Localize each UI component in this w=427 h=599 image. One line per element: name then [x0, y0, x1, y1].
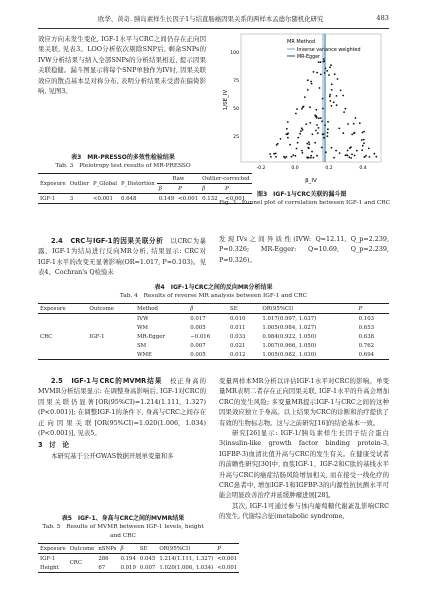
- funnel-point: [309, 122, 311, 124]
- funnel-point: [312, 133, 314, 135]
- table-cell: IVW: [136, 315, 149, 322]
- funnel-point: [310, 81, 312, 83]
- table-cell: 286: [98, 555, 109, 562]
- funnel-point: [307, 79, 309, 81]
- table-header: Exposure: [38, 304, 87, 314]
- funnel-point: [287, 121, 289, 123]
- paragraph: 研究[26]显示: IGF-1/胰岛素样生长因子结合蛋白3(insulin-like growth factor binding protein-3, IGFBP-3)血清比值升高与CRC的发生有关。在健康受试者的前瞻性研究[30]中, 血浆IGF-1、IGF-2和C肽的基线水平升高与CRC的癌症结肠风险增加相关, 而在接受一线化疗的CRC患者中, 增加IGF-1和IGFBP-3的内源性抗抗测水平可能会明显改善治疗并延缓肿瘤进展[28]。: [219, 429, 389, 500]
- table-header: Method: [135, 304, 188, 314]
- x-tick-label: 0.4: [359, 166, 367, 171]
- table-cell: −0.016: [190, 333, 211, 340]
- funnel-point: [316, 155, 318, 157]
- header-rule: [38, 28, 389, 29]
- section-heading: 3 讨 论: [38, 441, 69, 450]
- funnel-point: [309, 106, 311, 108]
- table-cell: WME: [136, 351, 152, 358]
- table-cell: MR-Egger: [136, 333, 165, 340]
- funnel-point: [310, 157, 312, 159]
- funnel-point: [330, 64, 332, 66]
- funnel-point: [331, 147, 333, 149]
- left-column-mid: [38, 236, 206, 278]
- table-cell: 0.103: [358, 315, 375, 322]
- table-cell: 0.984(0.922, 1.050): [262, 333, 317, 340]
- paragraph: 变量两样本MR分析以评估IGF-1水平对CRC的影响。单变量MR表明二者存在正向因果关联, IGF-1水平的升高会增加CRC的发生风险; 多变量MR提示IGF-1与CRC之间的这种因果效应独立于身高。以上结果为CRC的诊断和治疗提供了有效的生物标志物。这与之前研究[16]的结论基本一致。: [219, 377, 389, 427]
- funnel-point: [327, 135, 329, 137]
- funnel-point: [333, 101, 335, 103]
- table-header: P: [176, 184, 200, 194]
- funnel-point: [302, 152, 304, 154]
- funnel-point: [296, 148, 298, 150]
- funnel-point: [293, 154, 295, 156]
- funnel-point: [350, 157, 352, 159]
- table-cell: 1.214(1.111, 1.327): [159, 555, 214, 562]
- funnel-point: [361, 139, 363, 141]
- legend-item: Inverse variance weighted: [297, 48, 361, 53]
- table-cell: <0.001: [217, 564, 238, 571]
- page-number: 483: [376, 14, 389, 22]
- y-tick-label: 75: [233, 79, 239, 84]
- funnel-point: [307, 147, 309, 149]
- table-cell: SM: [136, 342, 147, 349]
- funnel-point: [340, 90, 342, 92]
- funnel-point: [325, 68, 327, 70]
- table-cell: <0.001: [217, 555, 238, 562]
- table-cell: 0.033: [230, 333, 246, 340]
- section-heading: 2.5 IGF-1与CRC的MVMR结果: [51, 377, 163, 385]
- funnel-point: [333, 157, 335, 159]
- funnel-point: [346, 154, 348, 156]
- funnel-point: [320, 117, 322, 119]
- funnel-point: [320, 61, 322, 63]
- table-header: β: [157, 184, 176, 194]
- table-cell: 0.021: [230, 342, 246, 349]
- funnel-point: [349, 147, 351, 149]
- y-tick-label: 25: [233, 135, 239, 140]
- funnel-point: [355, 117, 357, 119]
- table-cell: CRC: [40, 333, 53, 340]
- table-header: OR(95%CI): [157, 544, 215, 554]
- funnel-point: [345, 154, 347, 156]
- paragraph: 发现IVs之间异质性(IVW: Q=12.11, Q_p=2.239, P=0.326; MR-Egger: Q=10.69, Q_p=2.239, P=0.326)。: [219, 235, 389, 264]
- funnel-point: [319, 87, 321, 89]
- table-cell: 1.005(0.984, 1.027): [262, 324, 317, 331]
- funnel-point: [301, 150, 303, 152]
- funnel-point: [313, 157, 315, 159]
- funnel-point: [323, 58, 325, 60]
- funnel-point: [365, 155, 367, 157]
- funnel-point: [342, 95, 344, 97]
- table-header: SE: [228, 304, 260, 314]
- table-cell: 3: [69, 195, 74, 202]
- funnel-point: [335, 150, 337, 152]
- table-cell: 1.017(0.997, 1.037): [262, 315, 317, 322]
- table-cell: 0.007: [190, 342, 206, 349]
- funnel-point: [363, 142, 365, 144]
- x-tick-label: 0.0: [291, 166, 299, 171]
- funnel-point: [295, 113, 297, 115]
- table-cell: 0.007: [139, 564, 156, 571]
- funnel-point: [329, 94, 331, 96]
- table-3-caption-cn: 表3 MR-PRESSO的多效性检验结果: [71, 154, 175, 161]
- funnel-point: [291, 156, 293, 158]
- table-header: Exposure: [38, 174, 68, 194]
- table-cell: 0.019: [120, 564, 136, 571]
- funnel-point: [295, 155, 297, 157]
- funnel-point: [286, 128, 288, 130]
- table-cell: <0.001: [92, 195, 113, 202]
- figure-caption-en: Fig. 3 Funnel plot of correlation between IGF-1 and CRC: [219, 200, 391, 206]
- funnel-point: [269, 153, 271, 155]
- table-group-header: Outlier-corrected: [202, 175, 250, 182]
- funnel-point: [363, 139, 365, 141]
- table-cell: WM: [136, 324, 149, 331]
- table-cell: IGF-1: [40, 195, 56, 202]
- funnel-point: [354, 155, 356, 157]
- funnel-point: [328, 74, 330, 76]
- funnel-point: [275, 156, 277, 158]
- figure-caption-cn: 图3 IGF-1与CRC关联的漏斗图: [257, 191, 347, 198]
- funnel-point: [289, 144, 291, 146]
- table-header: β: [188, 304, 228, 314]
- figure-3: [219, 30, 389, 190]
- x-axis-label: β_IV: [305, 178, 317, 184]
- table-header-row: [38, 304, 389, 314]
- running-title: 欧华、黄奇. 胰岛素样生长因子1与结直肠癌因果关系的两样本孟德尔随机化研究: [98, 15, 324, 23]
- funnel-point: [317, 132, 319, 134]
- funnel-point: [375, 156, 377, 158]
- funnel-point: [353, 123, 355, 125]
- table-header: P_Global: [91, 174, 119, 194]
- funnel-point: [337, 78, 339, 80]
- funnel-point: [318, 117, 320, 119]
- table-cell: 0.648: [120, 195, 137, 202]
- funnel-point: [361, 149, 363, 151]
- funnel-point: [325, 151, 327, 153]
- funnel-point: [304, 96, 306, 98]
- legend-title: MR Method: [287, 39, 316, 45]
- table-header: β: [118, 544, 137, 554]
- funnel-point: [336, 104, 338, 106]
- funnel-point: [321, 120, 323, 122]
- funnel-point: [305, 123, 307, 125]
- funnel-point: [362, 145, 364, 147]
- funnel-point: [313, 71, 315, 73]
- funnel-point: [296, 108, 298, 110]
- table-row: [38, 314, 389, 324]
- table-3-block: [38, 153, 250, 204]
- y-tick-label: 100: [230, 51, 239, 56]
- paragraph: 校正身高的MVMR分析结果显示: 在调整身高影响后, IGF-1对CRC的因果关联仍显著[OR(95%CI)=1.214(1.111, 1.327)(P<0.001)]; 在调整IGF-1的条件下, 身高与CRC之间存在正向因果关联[OR(95%CI)=1.020(1.006, 1.034)(P<0.001)], 见表5。: [38, 377, 207, 438]
- table-5-caption-en: Tab. 5 Results of MVMR between IGF-1 levels, height and CRC: [42, 524, 204, 539]
- funnel-point: [322, 108, 324, 110]
- y-axis-label: 1/SE_IV: [223, 89, 229, 111]
- table-cell: 0.012: [230, 351, 246, 358]
- table-header: nSNPs: [98, 545, 117, 552]
- table-cell: 1.005(0.982, 1.030): [262, 351, 317, 358]
- funnel-point: [327, 121, 329, 123]
- funnel-point: [324, 60, 326, 62]
- table-cell: 0.045: [139, 555, 156, 562]
- funnel-point: [369, 156, 371, 158]
- table-header: P: [357, 304, 389, 314]
- table-cell: 0.005: [190, 324, 206, 331]
- funnel-point: [318, 61, 320, 63]
- table-cell: 0.762: [358, 342, 375, 349]
- funnel-point: [315, 130, 317, 132]
- x-tick-label: -0.2: [256, 166, 266, 171]
- funnel-point: [338, 128, 340, 130]
- table-cell: <0.001: [178, 195, 199, 202]
- funnel-point: [343, 111, 345, 113]
- table-cell: Height: [40, 564, 59, 571]
- left-column-top: [38, 34, 206, 96]
- table-cell: 1.020(1.006, 1.034): [159, 564, 214, 571]
- table-3-caption-en: Tab. 3 Pleiotropy test results of MR-PRESSO: [55, 163, 191, 169]
- funnel-point: [345, 108, 347, 110]
- funnel-point: [327, 132, 329, 134]
- funnel-point: [310, 155, 312, 157]
- funnel-point: [300, 130, 302, 132]
- funnel-point: [320, 74, 322, 76]
- left-column-bottom: [38, 376, 206, 461]
- funnel-point: [359, 122, 361, 124]
- funnel-point: [324, 124, 326, 126]
- funnel-point: [331, 105, 333, 107]
- table-4-block: [38, 283, 389, 360]
- table-cell: 67: [98, 564, 106, 571]
- funnel-point: [353, 132, 355, 134]
- funnel-point: [331, 83, 333, 85]
- plot-frame: [241, 34, 381, 162]
- funnel-point: [314, 142, 316, 144]
- funnel-point: [314, 114, 316, 116]
- table-5-caption-cn: 表5 IGF-1、身高与CRC之间的MVMR结果: [61, 515, 185, 522]
- funnel-point: [287, 137, 289, 139]
- funnel-point: [349, 156, 351, 158]
- table-header-row: [38, 544, 239, 554]
- table-cell: CRC: [69, 560, 82, 566]
- table-row: [38, 554, 239, 564]
- funnel-point: [299, 133, 301, 135]
- table-cell: 0.149: [158, 195, 175, 202]
- funnel-point: [356, 150, 358, 152]
- funnel-point: [308, 143, 310, 145]
- table-cell: 0.638: [358, 333, 375, 340]
- paragraph: 本研究基于公开GWAS数据开展单变量和多: [51, 451, 174, 460]
- funnel-point: [329, 66, 331, 68]
- funnel-point: [323, 137, 325, 139]
- table-header: Outlier: [68, 174, 91, 194]
- funnel-point: [297, 142, 299, 144]
- table-header: β: [200, 184, 223, 194]
- funnel-point: [318, 127, 320, 129]
- funnel-point: [363, 131, 365, 133]
- funnel-point: [302, 129, 304, 131]
- table-header: P_Distortion: [119, 174, 157, 194]
- funnel-point: [322, 134, 324, 136]
- paragraph: 效应方向未发生变化, IGF-1水平与CRC之间仍存在正向因果关联, 见表3。LOO分析依次剔除SNP后, 剩余SNPs的IVW分析结果与纳入全部SNPs的分析结果相近, 提示因果关联稳健。漏斗图显示将每个SNP单独作为IV时, 因果关联效应的散点基本呈对称分布, 表明分析结果未受潜在偏倚影响, 见图3。: [38, 35, 206, 96]
- table-cell: 0.017: [190, 315, 206, 322]
- paragraph: 以CRC为暴露、IGF-1为结局进行反向MR分析, 结果显示: CRC对IGF-1水平的改变无显著影响(OR=1.017, P=0.103)。见表4。Cochran's Q检验未: [38, 237, 207, 277]
- funnel-point: [286, 133, 288, 135]
- table-5: [38, 543, 239, 573]
- funnel-point: [315, 109, 317, 111]
- table-cell: 0.653: [358, 324, 375, 331]
- table-cell: 0.694: [358, 351, 375, 358]
- funnel-point: [322, 98, 324, 100]
- funnel-point: [336, 95, 338, 97]
- table-header: SE: [138, 544, 157, 554]
- funnel-point: [308, 141, 310, 143]
- right-column-top: [219, 234, 389, 265]
- table-cell: 0.010: [230, 315, 246, 322]
- funnel-point: [327, 128, 329, 130]
- table-header: P: [215, 544, 239, 554]
- funnel-point: [297, 137, 299, 139]
- funnel-point: [280, 138, 282, 140]
- funnel-point: [364, 156, 366, 158]
- funnel-point: [368, 148, 370, 150]
- funnel-point: [373, 153, 375, 155]
- funnel-point: [306, 143, 308, 145]
- table-group-header: Raw: [157, 174, 200, 184]
- table-4: [38, 303, 389, 360]
- table-cell: IGF-1: [89, 333, 105, 340]
- table-header: P: [223, 184, 251, 194]
- funnel-point: [342, 132, 344, 134]
- funnel-point: [301, 108, 303, 110]
- funnel-point: [303, 106, 305, 108]
- funnel-point: [324, 72, 326, 74]
- running-header: [38, 14, 389, 26]
- funnel-point: [330, 100, 332, 102]
- right-column-bottom: [219, 376, 389, 522]
- section-heading: 2.4 CRC与IGF-1的因果关联分析: [51, 237, 164, 245]
- funnel-point: [311, 151, 313, 153]
- x-tick-label: 0.2: [325, 166, 333, 171]
- legend: [287, 39, 361, 60]
- funnel-point: [283, 156, 285, 158]
- table-4-caption-en: Tab. 4 Results of reverse MR analysis between IGF-1 and CRC: [119, 293, 308, 299]
- table-5-block: [38, 514, 238, 573]
- funnel-point: [316, 124, 318, 126]
- table-header: Exposure: [40, 545, 66, 552]
- table-header: OR(95%CI): [260, 304, 356, 314]
- funnel-point: [362, 132, 364, 134]
- funnel-point: [270, 156, 272, 158]
- table-4-caption-cn: 表4 IGF-1与CRC之间的反向MR分析结果: [154, 284, 273, 291]
- legend-item: MR-Egger: [297, 55, 321, 60]
- paragraph: 其次, IGF-1可通过参与体内葡萄糖代谢紊乱影响CRC的发生, 代谢综合征(metabolic syndrome,: [219, 501, 389, 521]
- funnel-point: [308, 157, 310, 159]
- funnel-point: [334, 73, 336, 75]
- funnel-point: [311, 83, 313, 85]
- funnel-point: [339, 152, 341, 154]
- table-cell: 1.007(0.966, 1.050): [262, 342, 317, 349]
- funnel-point: [286, 156, 288, 158]
- table-cell: IGF-1: [40, 555, 56, 562]
- funnel-point: [316, 72, 318, 74]
- funnel-point: [347, 150, 349, 152]
- table-cell: 0.005: [190, 351, 206, 358]
- y-tick-label: 50: [233, 107, 239, 112]
- funnel-point: [331, 89, 333, 91]
- table-cell: 0.132: [202, 195, 218, 202]
- table-header: Outcome: [87, 304, 135, 314]
- funnel-point: [351, 134, 353, 136]
- table-cell: 0.194: [120, 555, 136, 562]
- funnel-point: [326, 70, 328, 72]
- funnel-point: [329, 96, 331, 98]
- funnel-point: [347, 123, 349, 125]
- table-cell: 0.011: [230, 324, 246, 331]
- funnel-point: [277, 143, 279, 145]
- funnel-point: [351, 154, 353, 156]
- table-cell: <0.001: [225, 195, 246, 202]
- funnel-plot: [219, 30, 389, 188]
- funnel-point: [321, 147, 323, 149]
- table-header: Outcome: [69, 545, 95, 552]
- figure-3-caption: [219, 190, 393, 208]
- funnel-point: [307, 89, 309, 91]
- funnel-point: [273, 153, 275, 155]
